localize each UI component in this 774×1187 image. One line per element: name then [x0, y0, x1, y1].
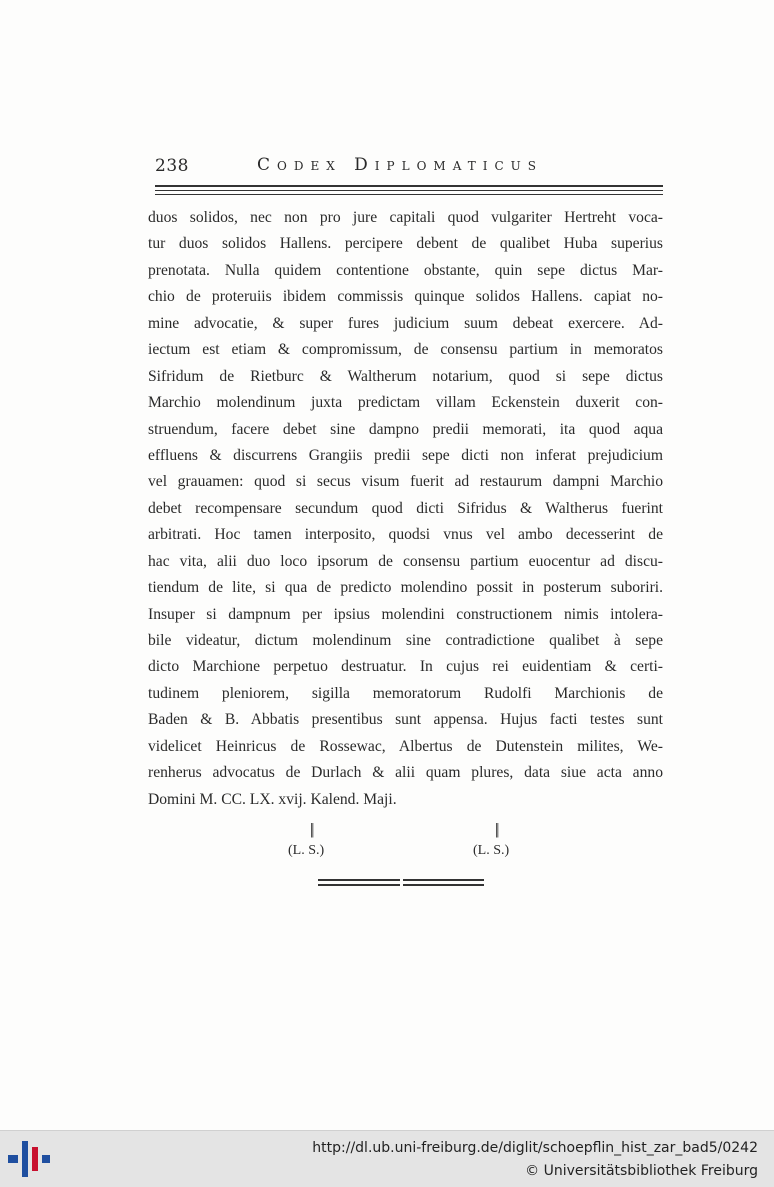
running-title: Codex Diplomaticus — [257, 155, 543, 175]
text-line: struendum, facere debet sine dampno predii memorati, ita quod aqua — [148, 420, 663, 438]
closing-rule — [318, 884, 484, 886]
text-line: Insuper si dampnum per ipsius molendini constructionem nimis intolera- — [148, 605, 663, 623]
text-line: Domini M. CC. LX. xvij. Kalend. Maji. — [148, 790, 397, 808]
logo-bar — [8, 1155, 18, 1163]
seal-label-right: (L. S.) — [473, 843, 510, 858]
text-line: renherus advocatus de Durlach & alii quam plures, data siue acta anno — [148, 764, 663, 782]
text-line: duos solidos, nec non pro jure capitali quod vulgariter Hertreht voca- — [148, 209, 663, 226]
text-line: chio de proteruiis ibidem commissis quinque solidos Hallens. capiat no- — [148, 288, 663, 306]
charter-text — [148, 205, 663, 813]
seal-label-left: (L. S.) — [288, 843, 325, 858]
logo-bar — [32, 1147, 38, 1171]
text-line: arbitrati. Hoc tamen interposito, quodsi vnus vel ambo decesserint de — [148, 526, 663, 544]
text-line: dicto Marchione perpetuo destruatur. In cujus rei euidentiam & certi- — [148, 658, 663, 676]
text-line: bile videatur, dictum molendinum sine contradictione qualibet à sepe — [148, 632, 663, 649]
copyright-notice: © Universitätsbibliothek Freiburg — [525, 1163, 758, 1179]
closing-rule — [318, 879, 484, 881]
text-line: Sifridum de Rietburc & Waltherum notarium, quod si sepe dictus — [148, 367, 663, 385]
text-line: tur duos solidos Hallens. percipere debent de qualibet Huba superius — [148, 235, 663, 253]
text-line: effluens & discurrens Grangiis predii sepe dicti non inferat prejudicium — [148, 446, 663, 464]
seal-strings-left: || — [310, 821, 313, 838]
text-line: Baden & B. Abbatis presentibus sunt appensa. Hujus facti testes sunt — [148, 711, 663, 729]
text-line: debet recompensare secundum quod dicti Sifridus & Waltherus fuerint — [148, 499, 663, 517]
text-line: iectum est etiam & compromissum, de consensu partium in memoratos — [148, 341, 663, 359]
page-header — [150, 152, 665, 174]
text-line: tiendum de lite, si qua de predicto molendino possit in posterum suboriri. — [148, 579, 663, 597]
seal-marks — [0, 821, 774, 867]
seal-strings-right: || — [495, 821, 498, 838]
permalink-url[interactable]: http://dl.ub.uni-freiburg.de/diglit/schoepflin_hist_zar_bad5/0242 — [312, 1140, 758, 1156]
header-rule-thin — [155, 190, 663, 191]
text-line: Marchio molendinum juxta predictam villam Eckenstein duxerit con- — [148, 394, 663, 412]
header-rule-thick — [155, 185, 663, 187]
logo-bar — [22, 1141, 28, 1177]
text-line: vel grauamen: quod si secus visum fuerit ad restaurum dampni Marchio — [148, 473, 663, 491]
text-line: hac vita, alii duo loco ipsorum de consensu partium euocentur ad discu- — [148, 552, 663, 570]
viewer-footer — [0, 1130, 774, 1187]
text-line: tudinem pleniorem, sigilla memoratorum Rudolfi Marchionis de — [148, 684, 663, 702]
header-rule-thin — [155, 194, 663, 195]
library-logo-icon — [8, 1141, 52, 1177]
text-line: videlicet Heinricus de Rossewac, Albertus de Dutenstein milites, We- — [148, 737, 663, 755]
page-number: 238 — [155, 156, 189, 176]
text-line: mine advocatie, & super fures judicium suum debeat exercere. Ad- — [148, 314, 663, 332]
logo-bar — [42, 1155, 50, 1163]
text-line: prenotata. Nulla quidem contentione obstante, quin sepe dictus Mar- — [148, 261, 663, 279]
